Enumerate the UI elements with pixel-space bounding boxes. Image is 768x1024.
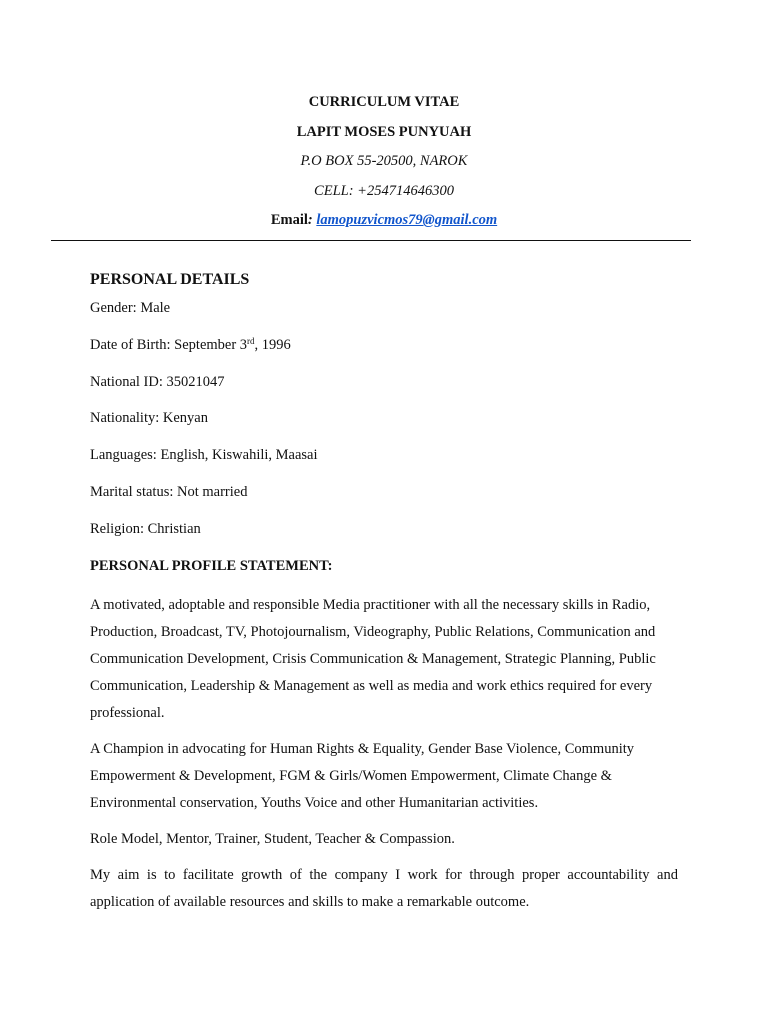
cv-header: [0, 92, 768, 240]
gender-detail: Gender: Male: [90, 300, 171, 316]
dob-detail: [90, 335, 678, 372]
dob-prefix: Date of Birth: September 3: [90, 336, 248, 353]
profile-paragraph: My aim is to facilitate growth of the company I work for through proper accountability and application of available resources and skills to make a remarkable outcome.: [90, 866, 678, 910]
religion-detail: Religion: Christian: [90, 520, 201, 537]
personal-details-heading: PERSONAL DETAILS: [90, 271, 250, 288]
profile-paragraph: A motivated, adoptable and responsible Media practitioner with all the necessary skills in Radio, Production, Broadcast, TV, Photojournalism, Videography, Public Relations, Communication and Communication Development, Crisis Communication & Management, Strategic Planning, Public Communication, Leadership & Management as well as media and work ethics required for every professional.: [90, 596, 656, 721]
marital-status-detail: Marital status: Not married: [90, 483, 248, 500]
applicant-name: LAPIT MOSES PUNYUAH: [296, 123, 472, 140]
national-id-detail: National ID: 35021047: [90, 373, 225, 390]
languages-detail: Languages: English, Kiswahili, Maasai: [90, 447, 318, 464]
email-label: Email: [270, 212, 308, 228]
document-title: CURRICULUM VITAE: [308, 94, 460, 110]
cv-body: [90, 268, 678, 925]
profile-paragraph: A Champion in advocating for Human Rights & Equality, Gender Base Violence, Community Empowerment & Development, FGM & Girls/Women Empowerment, Climate Change & Environmental conservation, Youths Voice and other Humanitarian activities.: [90, 740, 635, 811]
cell-number: CELL: +254714646300: [314, 182, 454, 199]
email-separator: :: [307, 212, 317, 228]
email-link[interactable]: lamopuzvicmos79@gmail.com: [316, 212, 498, 228]
postal-address: P.O BOX 55-20500, NAROK: [300, 153, 468, 169]
dob-suffix: , 1996: [254, 336, 291, 353]
nationality-detail: Nationality: Kenyan: [90, 410, 208, 427]
profile-paragraph: Role Model, Mentor, Trainer, Student, Teacher & Compassion.: [90, 830, 455, 847]
header-divider: [51, 240, 691, 241]
email-line: [0, 210, 768, 240]
profile-statement-heading: PERSONAL PROFILE STATEMENT:: [90, 557, 333, 574]
dob-ordinal: rd: [247, 335, 255, 346]
